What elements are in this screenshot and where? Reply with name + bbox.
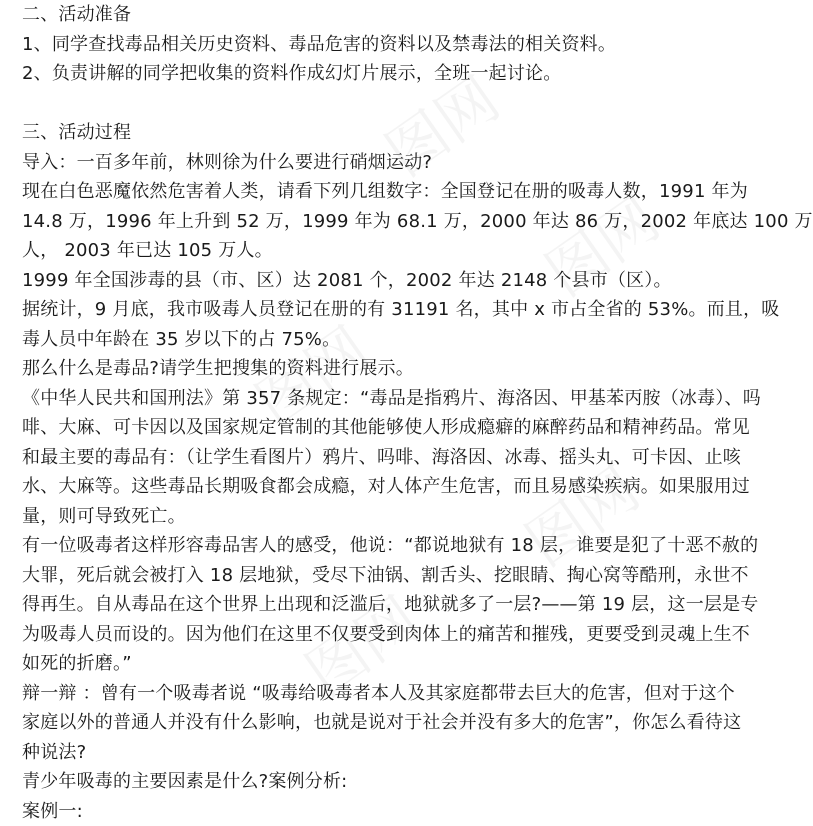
paragraph-line: 家庭以外的普通人并没有什么影响，也就是说对于社会并没有多大的危害”，你怎么看待这 bbox=[22, 708, 782, 738]
paragraph-line: 如死的折磨。” bbox=[22, 649, 782, 679]
paragraph-line: 辩一辩 ：曾有一个吸毒者说 “吸毒给吸毒者本人及其家庭都带去巨大的危害，但对于这个 bbox=[22, 679, 782, 709]
paragraph-line: 大罪，死后就会被打入 18 层地狱，受尽下油锅、割舌头、挖眼睛、掏心窝等酷刑，永世不 bbox=[22, 561, 782, 591]
document-body bbox=[22, 0, 782, 826]
prep-item: 1、同学查找毒品相关历史资料、毒品危害的资料以及禁毒法的相关资料。 bbox=[22, 30, 782, 60]
paragraph-line: 据统计，9 月底，我市吸毒人员登记在册的有 31191 名，其中 x 市占全省的 53%。而且，吸 bbox=[22, 295, 782, 325]
paragraph-line: 种说法? bbox=[22, 738, 782, 768]
paragraph-line: 和最主要的毒品有：（让学生看图片）鸦片、吗啡、海洛因、冰毒、摇头丸、可卡因、止咳 bbox=[22, 443, 782, 473]
paragraph-line: 青少年吸毒的主要因素是什么?案例分析: bbox=[22, 767, 782, 797]
paragraph-line: 《中华人民共和国刑法》第 357 条规定：“毒品是指鸦片、海洛因、甲基苯丙胺（冰毒）、吗 bbox=[22, 384, 782, 414]
paragraph-line: 人， 2003 年已达 105 万人。 bbox=[22, 236, 782, 266]
section-heading-process: 三、活动过程 bbox=[22, 118, 782, 148]
blank-line bbox=[22, 89, 782, 119]
paragraph-line: 案例一: bbox=[22, 797, 782, 826]
paragraph-line: 水、大麻等。这些毒品长期吸食都会成瘾，对人体产生危害，而且易感染疾病。如果服用过 bbox=[22, 472, 782, 502]
paragraph-line: 那么什么是毒品?请学生把搜集的资料进行展示。 bbox=[22, 354, 782, 384]
paragraph-line: 啡、大麻、可卡因以及国家规定管制的其他能够使人形成瘾癖的麻醉药品和精神药品。常见 bbox=[22, 413, 782, 443]
prep-item: 2、负责讲解的同学把收集的资料作成幻灯片展示，全班一起讨论。 bbox=[22, 59, 782, 89]
paragraph-line: 现在白色恶魔依然危害着人类，请看下列几组数字：全国登记在册的吸毒人数，1991 年为 bbox=[22, 177, 782, 207]
paragraph-line: 量，则可导致死亡。 bbox=[22, 502, 782, 532]
paragraph-line: 得再生。自从毒品在这个世界上出现和泛滥后，地狱就多了一层?——第 19 层，这一层是专 bbox=[22, 590, 782, 620]
paragraph-line: 14.8 万，1996 年上升到 52 万，1999 年为 68.1 万，2000 年达 86 万，2002 年底达 100 万 bbox=[22, 207, 782, 237]
paragraph-line: 导入：一百多年前，林则徐为什么要进行硝烟运动? bbox=[22, 148, 782, 178]
paragraph-line: 毒人员中年龄在 35 岁以下的占 75%。 bbox=[22, 325, 782, 355]
section-heading-prep: 二、活动准备 bbox=[22, 0, 782, 30]
paragraph-line: 1999 年全国涉毒的县（市、区）达 2081 个，2002 年达 2148 个县市（区）。 bbox=[22, 266, 782, 296]
paragraph-line: 有一位吸毒者这样形容毒品害人的感受，他说：“都说地狱有 18 层，谁要是犯了十恶不赦的 bbox=[22, 531, 782, 561]
paragraph-line: 为吸毒人员而设的。因为他们在这里不仅要受到肉体上的痛苦和摧残，更要受到灵魂上生不 bbox=[22, 620, 782, 650]
